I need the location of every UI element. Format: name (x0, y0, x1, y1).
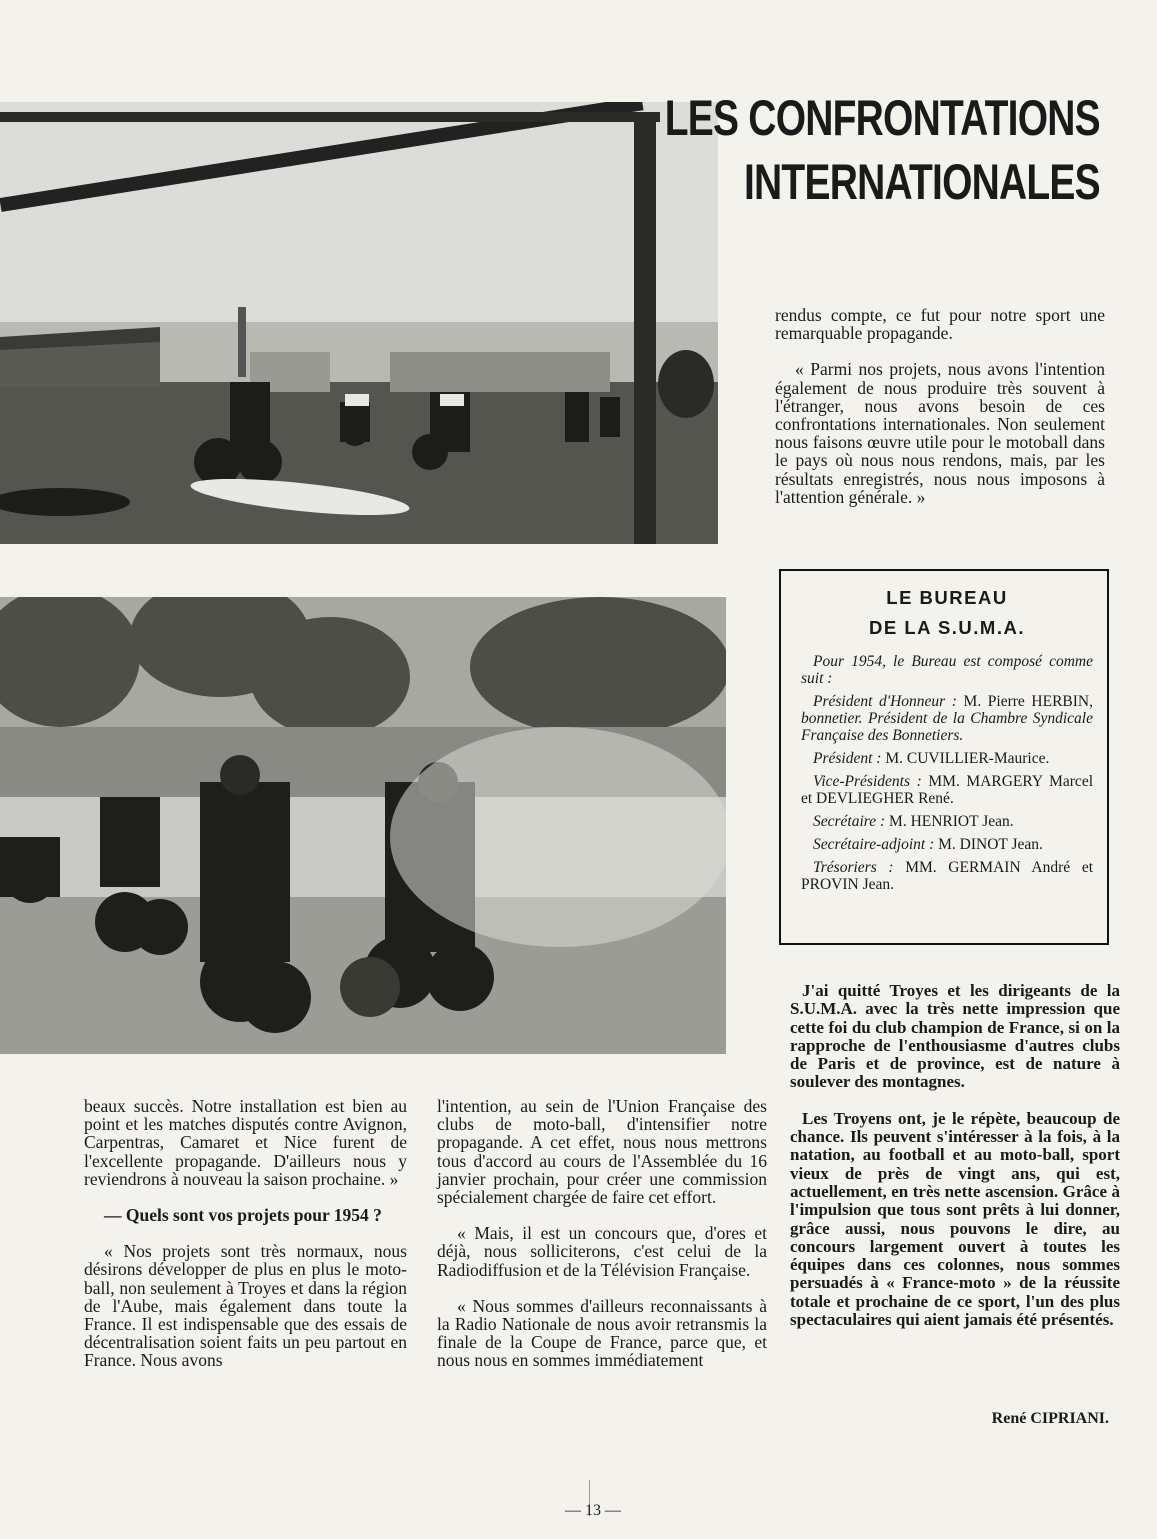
paragraph: « Mais, il est un concours que, d'ores et déjà, nous solliciterons, c'est celui de la Radiodiffusion et de la Télévision Française. (437, 1223, 767, 1280)
interview-question: — Quels sont vos projets pour 1954 ? (104, 1205, 382, 1226)
paragraph: « Parmi nos projets, nous avons l'intention également de nous produire très souvent à l'étranger, nous avons besoin de ces confrontations internationales. Non seulement nous faisons œuvre utile pour le motoball dans le pays où nous nous rendons, mais, par les résultats enregistrés, nous nous imposons à l'attention générale. » (775, 359, 1105, 507)
photo-goal-scene (0, 102, 718, 544)
box-name: M. CUVILLIER-Maurice. (885, 750, 1050, 767)
paragraph: « Nous sommes d'ailleurs reconnaissants à la Radio Nationale de nous avoir retransmis la finale de la Coupe de France, parce que, et nous nous en sommes immédiatement (437, 1295, 767, 1371)
box-role: Président : (813, 750, 882, 767)
box-role: Trésoriers : (813, 859, 894, 876)
box-title-1: LE BUREAU (886, 587, 1008, 608)
column-1 (84, 1097, 407, 1370)
headline-line-2: INTERNATIONALES (744, 154, 1100, 210)
box-role: Président d'Honneur : (813, 693, 957, 710)
right-column-top (775, 306, 1105, 506)
paragraph: beaux succès. Notre installation est bien au point et les matches disputés contre Avignon, Carpentras, Camaret et Nice furent de l'excellente propagande. D'ailleurs nous y reviendrons à nouveau la saison prochaine. » (84, 1096, 407, 1189)
box-name: MM. GERMAIN André et PROVIN Jean. (801, 859, 1094, 893)
right-column-bold (790, 982, 1120, 1329)
box-name: M. HENRIOT Jean. (889, 813, 1014, 830)
box-role: Vice-Présidents : (813, 773, 922, 790)
box-role: Secrétaire : (813, 813, 886, 830)
paragraph: Les Troyens ont, je le répète, beaucoup de chance. Ils peuvent s'intéresser à la fois, à la natation, au football et au moto-ball, sport vieux de près de vingt ans, qui est, actuellement, en très nette ascension. Grâce à l'impulsion que tous sont prêts à lui donner, grâce aussi, nous pouvons le dire, au concours largement ouvert à toutes les équipes dans ces colonnes, nous sommes persuadés à « France-moto » de la réussite totale et prochaine de ce sport, l'un des plus spectaculaires qui aient jamais été présentés. (790, 1108, 1120, 1330)
box-extra: bonnetier. Président de la Chambre Syndicale Française des Bonnetiers. (801, 710, 1093, 744)
paragraph: l'intention, au sein de l'Union Française des clubs de moto-ball, d'intensifier notre propagande. A cet effet, nous nous mettrons tous d'accord au cours de l'Assemblée du 16 janvier prochain, pour créer une commission spécialement chargée de faire cet effort. (437, 1096, 767, 1208)
paragraph: rendus compte, ce fut pour notre sport une remarquable propagande. (775, 305, 1105, 344)
box-title-2: DE LA S.U.M.A. (869, 617, 1025, 638)
paragraph: « Nos projets sont très normaux, nous désirons développer de plus en plus le moto-ball, non seulement à Troyes et dans la région de l'Aube, mais également dans toute la France. Il est indispensable que des essais de décentralisation soient faits un peu partout en France. Nous avons (84, 1241, 407, 1371)
column-2 (437, 1097, 767, 1370)
box-role: Secrétaire-adjoint : (813, 836, 935, 853)
box-intro: Pour 1954, le Bureau est composé comme suit : (801, 653, 1093, 687)
page-number: — 13 — (565, 1502, 621, 1519)
box-name: M. DINOT Jean. (938, 836, 1043, 853)
headline (665, 86, 1100, 214)
box-body (801, 653, 1093, 893)
headline-line-1: LES CONFRONTATIONS (664, 90, 1100, 146)
paragraph: J'ai quitté Troyes et les dirigeants de la S.U.M.A. avec la très nette impression que cette foi du club champion de France, si on la rapproche de l'enthousiasme d'autres clubs de Paris et de province, est de nature à soulever des montagnes. (790, 981, 1120, 1092)
signature: René CIPRIANI. (991, 1410, 1109, 1427)
bureau-box (779, 569, 1109, 945)
box-name: M. Pierre HERBIN, (963, 693, 1093, 710)
photo-motoball-action (0, 597, 726, 1054)
box-name: MM. MARGERY Marcel et DEVLIEGHER René. (801, 773, 1093, 807)
